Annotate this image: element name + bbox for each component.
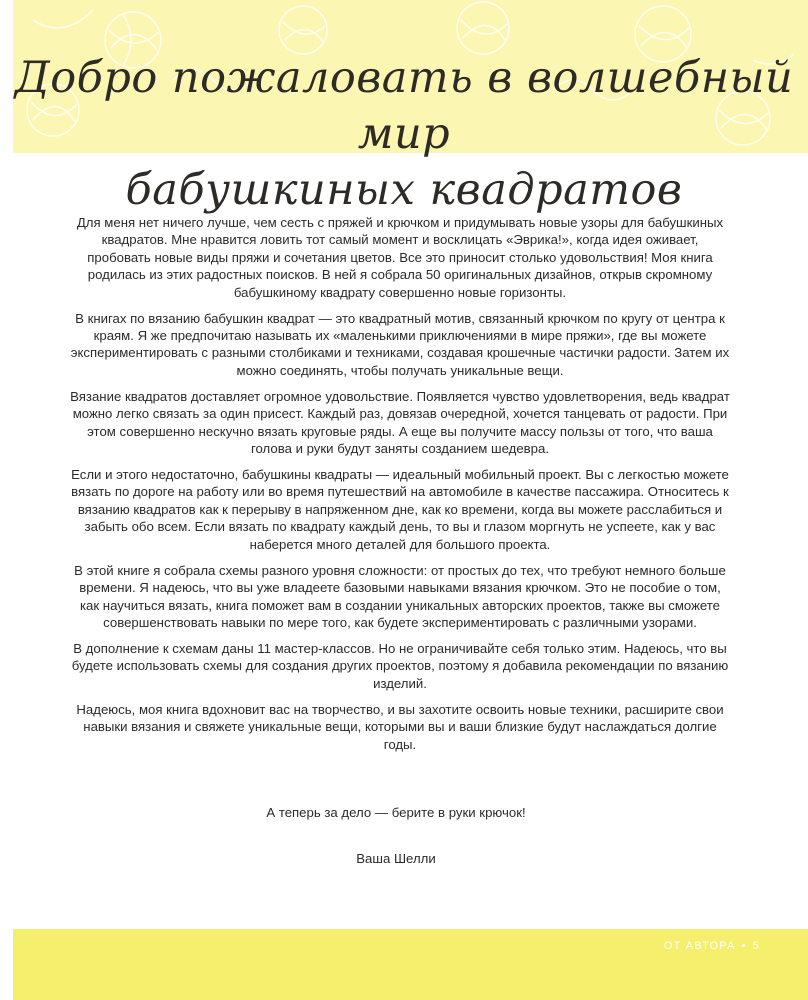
footer-separator: • [741,940,747,952]
footer [664,940,760,952]
paragraph: В дополнение к схемам даны 11 мастер-классов. Но не ограничивайте себя только этим. Надеюсь, что вы будете использовать схемы для создания других проектов, поэтому я добавила рекомендации по вязанию изделий. [71,640,729,691]
paragraph: Надеюсь, моя книга вдохновит вас на творчество, и вы захотите освоить новые техники, расширите свои навыки вязания и свяжете уникальные вещи, которыми вы и ваши близкие будут наслаждаться долгие годы. [76,701,724,752]
call-to-action: А теперь за дело — берите в руки крючок! [266,805,526,820]
signature: Ваша Шелли [356,851,436,866]
page-title [0,50,808,218]
body-text [70,214,730,762]
title-line-2: бабушкиных квадратов [125,165,683,215]
paragraph: В этой книге я собрала схемы разного уровня сложности: от простых до тех, что требуют немного больше времени. Я надеюсь, что вы уже владеете базовыми навыками вязания крючком. Это не пособие о том, как научиться вязать, книга поможет вам в создании уникальных авторских проектов, также вы сможете совершенствовать навыки по мере того, как будете экспериментировать с различными узорами. [74,562,726,630]
paragraph: Для меня нет ничего лучше, чем сесть с пряжей и крючком и придумывать новые узоры для бабушкиных квадратов. Мне нравится ловить тот самый момент и восклицать «Эврика!», когда идея оживает, пробовать новые виды пряжи и сочетания цветов. Все это приносит столько удовольствия! Моя книга родилась из этих радостных поисков. В ней я собрала 50 оригинальных дизайнов, открыв скромному бабушкиному квадрату совершенно новые горизонты. [76,215,724,300]
page-number: 5 [752,940,760,952]
paragraph: Вязание квадратов доставляет огромное удовольствие. Появляется чувство удовлетворения, ведь квадрат можно легко связать за один присест. Каждый раз, довязав очередной, хочется танцевать от радости. При этом совершенно нескучно вязать круговые ряды. А еще вы получите массу пользы от того, что ваша голова и руки будут заняты созданием шедевра. [70,388,730,457]
paragraph: В книгах по вязанию бабушкин квадрат — это квадратный мотив, связанный крючком по кругу от центра к краям. Я же предпочитаю называть их «маленькими приключениями в мире пряжи», где вы можете экспериментировать с разными столбиками и техниками, создавая крошечные частички радости. Затем их можно соединять, чтобы получать уникальные вещи. [70,310,730,378]
title-line-1: Добро пожаловать в волшебный мир [14,53,794,159]
footer-section: ОТ АВТОРА [663,940,736,952]
paragraph: Если и этого недостаточно, бабушкины квадраты — идеальный мобильный проект. Вы с легкостью можете вязать по дороге на работу или во время путешествий на автомобиле в качестве пассажира. Относитесь к вязанию квадратов как к перерыву в напряженном дне, как ко времени, когда вы можете расслабиться и забыть обо всем. Если вязать по квадрату каждый день, то вы и глазом моргнуть не успеете, как у вас наберется много деталей для большого проекта. [71,467,729,552]
